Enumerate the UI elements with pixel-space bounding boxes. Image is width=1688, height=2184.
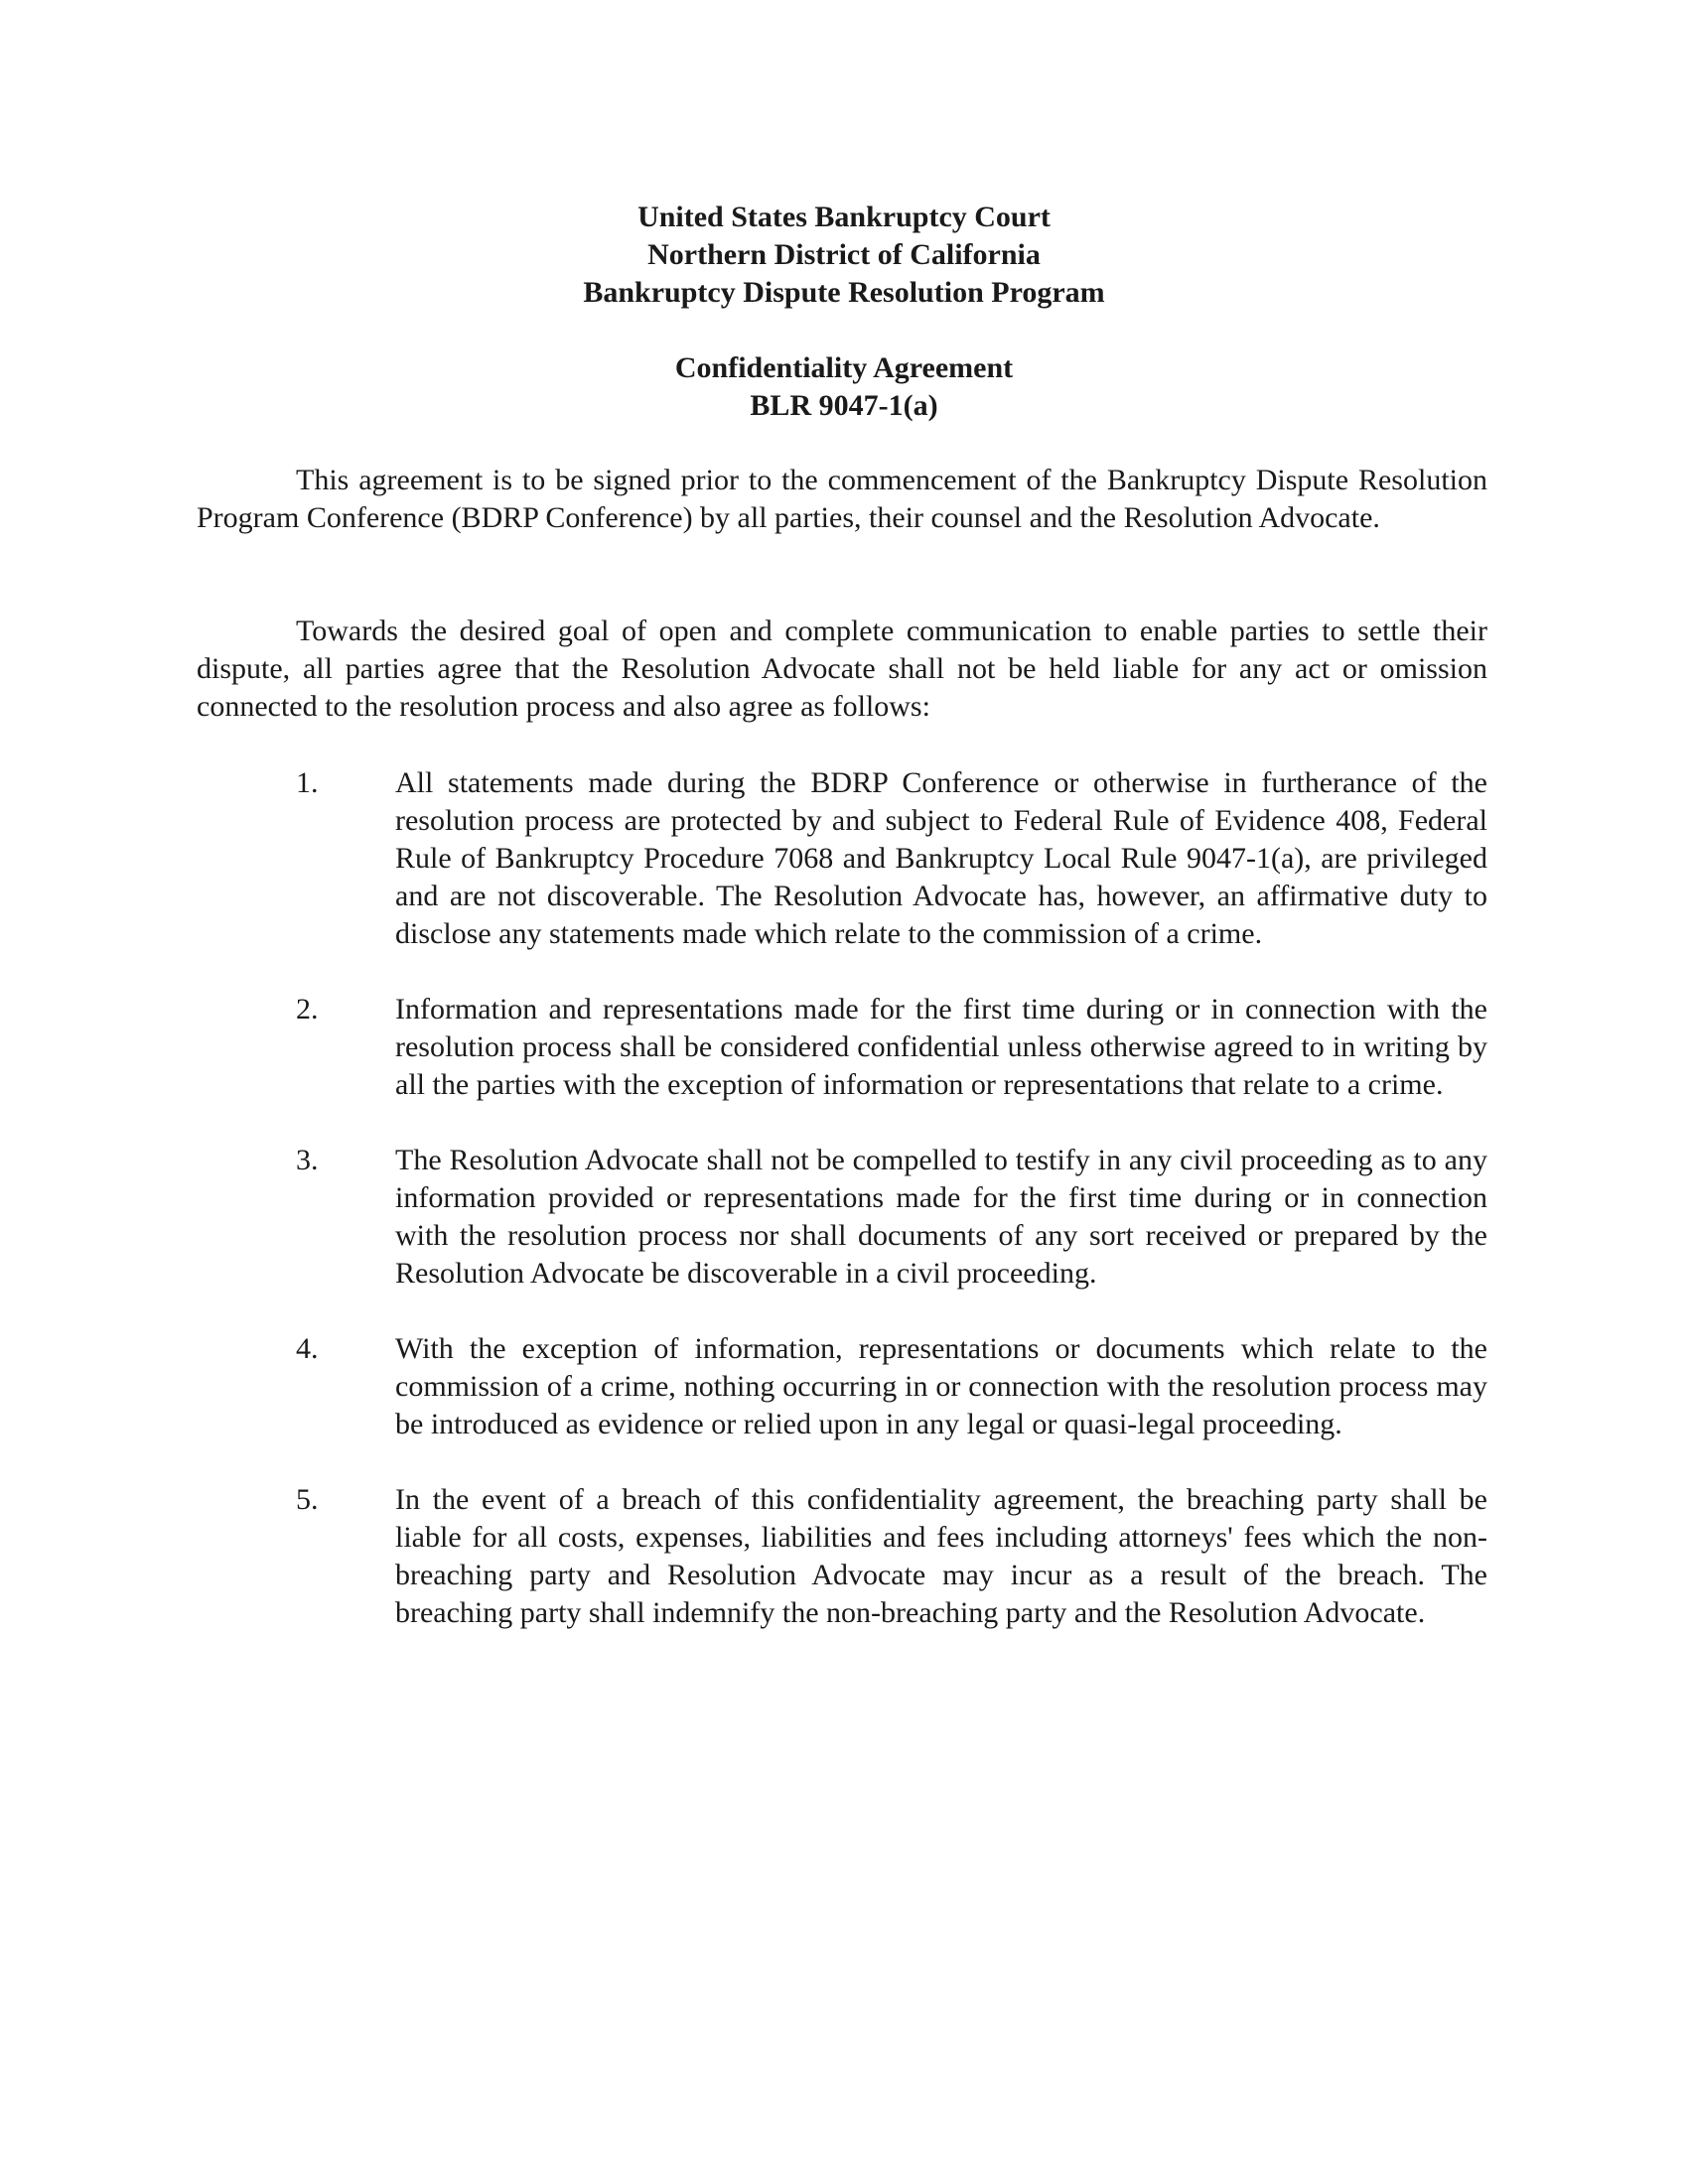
term-number: 5. [296, 1483, 319, 1516]
agreement-terms-list [197, 764, 1487, 1670]
court-district: Northern District of California [647, 238, 1041, 271]
term-item [197, 764, 1487, 953]
program-name: Bankruptcy Dispute Resolution Program [583, 276, 1105, 309]
document-title [199, 349, 1489, 425]
term-text: All statements made during the BDRP Conference or otherwise in furtherance of the resolution process are protected by and subject to Federal Rule of Evidence 408, Federal Rule of Bankruptcy Procedure 7068 and Bankruptcy Local Rule 9047-1(a), are privileged and are not discoverable. The Resolution Advocate has, however, an affirmative duty to disclose any statements made which relate to the commission of a crime. [395, 766, 1487, 950]
term-text: In the event of a breach of this confidentiality agreement, the breaching party shall be liable for all costs, expenses, liabilities and fees including attorneys' fees which the non-breaching party and Resolution Advocate may incur as a result of the breach. The breaching party shall indemnify the non-breaching party and the Resolution Advocate. [395, 1483, 1487, 1629]
term-number: 1. [296, 766, 319, 799]
term-text: With the exception of information, representations or documents which relate to the commission of a crime, nothing occurring in or connection with the resolution process may be introduced as evidence or relied upon in any legal or quasi-legal proceeding. [395, 1332, 1487, 1440]
term-number: 3. [296, 1144, 319, 1176]
term-number: 4. [296, 1332, 319, 1365]
intro-paragraph: This agreement is to be signed prior to the commencement of the Bankruptcy Dispute Resolution Program Conference (BDRP Conference) by all parties, their counsel and the Resolution Advocate. [197, 464, 1487, 534]
title-rule: BLR 9047-1(a) [750, 389, 938, 422]
term-item [197, 1330, 1487, 1443]
term-item [197, 1142, 1487, 1293]
term-item [197, 991, 1487, 1104]
term-item [197, 1481, 1487, 1632]
goal-paragraph: Towards the desired goal of open and complete communication to enable parties to settle their dispute, all parties agree that the Resolution Advocate shall not be held liable for any act or omission connected to the resolution process and also agree as follows: [197, 614, 1487, 723]
term-number: 2. [296, 993, 319, 1025]
court-name: United States Bankruptcy Court [637, 201, 1051, 233]
title-agreement: Confidentiality Agreement [674, 351, 1014, 384]
court-header [199, 199, 1489, 312]
term-text: Information and representations made for the first time during or in connection with the resolution process shall be considered confidential unless otherwise agreed to in writing by all the parties with the exception of information or representations that relate to a crime. [395, 993, 1487, 1101]
term-text: The Resolution Advocate shall not be compelled to testify in any civil proceeding as to any information provided or representations made for the first time during or in connection with the resolution process nor shall documents of any sort received or prepared by the Resolution Advocate be discoverable in a civil proceeding. [395, 1144, 1487, 1290]
